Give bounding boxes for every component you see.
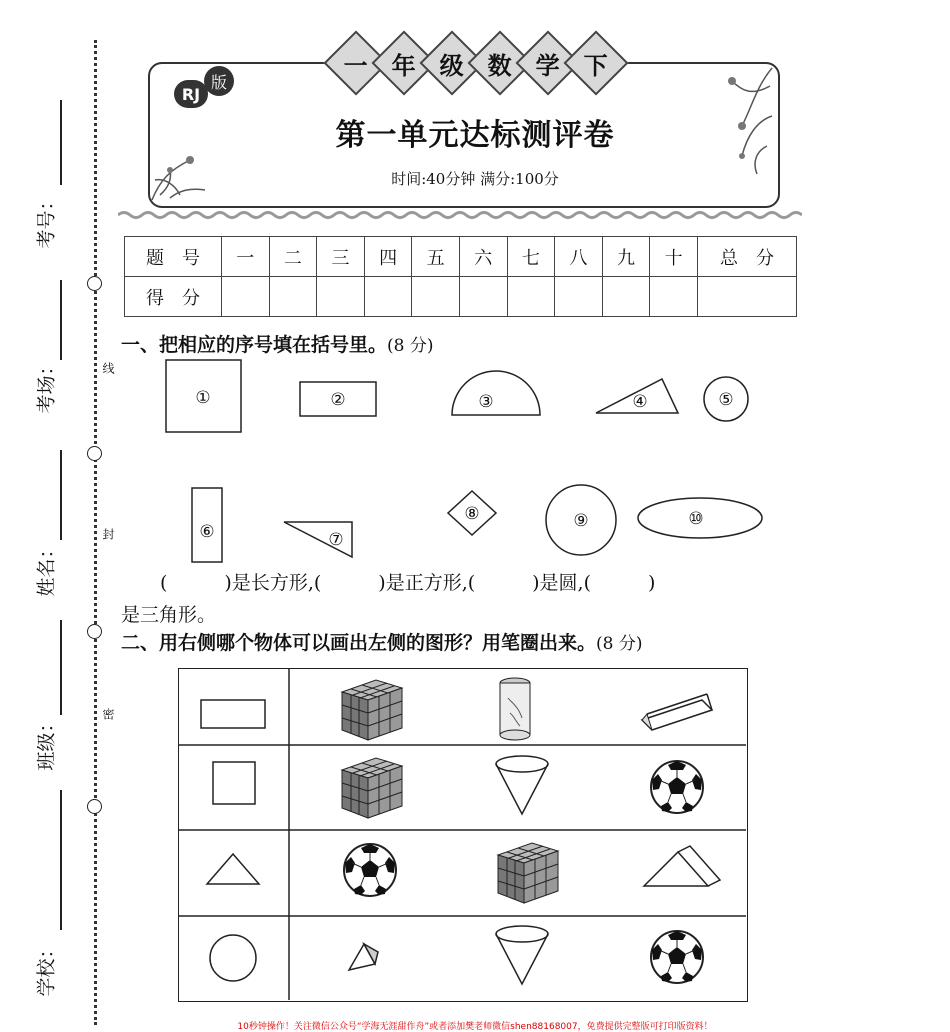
- row4-pyramid[interactable]: [349, 944, 378, 970]
- class-fill-line[interactable]: [60, 620, 62, 715]
- row2-soccer-ball[interactable]: [651, 761, 703, 813]
- score-cell[interactable]: [555, 277, 603, 317]
- exam-room-label: 考场：: [35, 356, 58, 414]
- exam-room-fill-line[interactable]: [60, 280, 62, 360]
- wave-divider: [118, 210, 802, 220]
- shape-1-label: ①: [195, 388, 211, 408]
- grade-char: 一: [323, 30, 388, 95]
- score-header-cell: 五: [412, 237, 460, 277]
- score-cell[interactable]: [650, 277, 698, 317]
- shape-6-label: ⑥: [199, 522, 215, 542]
- score-cell[interactable]: [364, 277, 412, 317]
- footer-note: 10秒钟操作！关注微信公众号“学海无涯甜作舟”或者添加樊老师微信shen88168007，免费提供完整版可打印版资料！: [237, 1022, 713, 1032]
- shape-2-label: ②: [330, 390, 346, 410]
- binding-hole: [87, 446, 102, 461]
- row1-triangular-prism[interactable]: [642, 694, 712, 730]
- score-cell[interactable]: [602, 277, 650, 317]
- score-header-cell: 六: [459, 237, 507, 277]
- score-header-row: [125, 237, 797, 277]
- shape-3-label: ③: [478, 392, 494, 412]
- binding-word-feng: 封: [101, 528, 115, 540]
- row1-rubiks-cube[interactable]: [342, 680, 402, 740]
- binding-hole: [87, 799, 102, 814]
- shape-8-label: ⑧: [464, 504, 480, 524]
- score-header-cell: 九: [602, 237, 650, 277]
- row3-triangular-prism[interactable]: [644, 852, 708, 886]
- score-table: [124, 236, 797, 317]
- question-2-text: 二、用右侧哪个物体可以画出左侧的图形？用笔圈出来。: [121, 632, 597, 654]
- q2-grid: [178, 668, 748, 1003]
- q1-answer-line-1[interactable]: ( )是长方形,( )是正方形,( )是圆,( ): [160, 572, 656, 594]
- score-header-cell: 总 分: [698, 237, 797, 277]
- score-header-cell: 四: [364, 237, 412, 277]
- school-label: 学校：: [35, 939, 58, 997]
- row1-cylinder-can[interactable]: [500, 678, 530, 740]
- question-1-points: (8 分): [387, 336, 434, 356]
- binding-word-xian: 线: [101, 362, 115, 374]
- question-2-title: [121, 628, 643, 655]
- score-header-cell: 一: [222, 237, 270, 277]
- grade-char: 下: [563, 30, 628, 95]
- exam-number-label: 考号：: [35, 191, 58, 249]
- score-cell[interactable]: [698, 277, 797, 317]
- row1-rectangle: [201, 700, 265, 728]
- question-2-points: (8 分): [596, 634, 643, 654]
- score-cell[interactable]: [459, 277, 507, 317]
- q1-shapes: [150, 355, 780, 580]
- grade-title: [333, 40, 619, 86]
- rj-badge: RJ: [174, 80, 208, 108]
- class-label: 班级：: [35, 713, 58, 771]
- page-title: 第一单元达标测评卷: [335, 118, 615, 153]
- score-cell[interactable]: [317, 277, 365, 317]
- shape-4-label: ④: [632, 392, 648, 412]
- shape-7-label: ⑦: [328, 530, 344, 550]
- shape-3-semicircle: [452, 371, 540, 415]
- school-fill-line[interactable]: [60, 790, 62, 930]
- question-1-title: [121, 330, 434, 357]
- score-header-cell: 十: [650, 237, 698, 277]
- question-1-text: 一、把相应的序号填在括号里。: [121, 334, 388, 356]
- row4-cone[interactable]: [496, 926, 548, 984]
- score-input-row: [125, 277, 797, 317]
- score-header-cell: 七: [507, 237, 555, 277]
- shape-5-label: ⑤: [718, 390, 734, 410]
- grade-char: 数: [467, 30, 532, 95]
- score-header-cell: 三: [317, 237, 365, 277]
- row3-triangle: [207, 854, 259, 884]
- score-cell[interactable]: [412, 277, 460, 317]
- score-cell[interactable]: [507, 277, 555, 317]
- grade-char: 学: [515, 30, 580, 95]
- score-row-label: 得 分: [125, 277, 222, 317]
- exam-info: 时间:40分钟 满分:100分: [391, 170, 559, 188]
- edition-badge: 版: [204, 66, 234, 96]
- row4-soccer-ball[interactable]: [651, 931, 703, 983]
- name-label: 姓名：: [35, 539, 58, 597]
- row2-square: [213, 762, 255, 804]
- row2-rubiks-cube[interactable]: [342, 758, 402, 818]
- q1-answer-line-2: 是三角形。: [121, 604, 217, 626]
- score-cell[interactable]: [269, 277, 317, 317]
- grade-char: 级: [419, 30, 484, 95]
- binding-hole: [87, 624, 102, 639]
- row2-cone[interactable]: [496, 756, 548, 814]
- grade-char: 年: [371, 30, 436, 95]
- shape-10-label: ⑩: [688, 509, 704, 529]
- row4-circle: [210, 935, 256, 981]
- row3-soccer-ball[interactable]: [344, 844, 396, 896]
- shape-9-label: ⑨: [573, 511, 589, 531]
- binding-word-mi: 密: [101, 708, 115, 720]
- binding-hole: [87, 276, 102, 291]
- name-fill-line[interactable]: [60, 450, 62, 540]
- score-header-cell: 八: [555, 237, 603, 277]
- score-header-cell: 二: [269, 237, 317, 277]
- row3-rubiks-cube[interactable]: [498, 843, 558, 903]
- score-cell[interactable]: [222, 277, 270, 317]
- score-header-cell: 题 号: [125, 237, 222, 277]
